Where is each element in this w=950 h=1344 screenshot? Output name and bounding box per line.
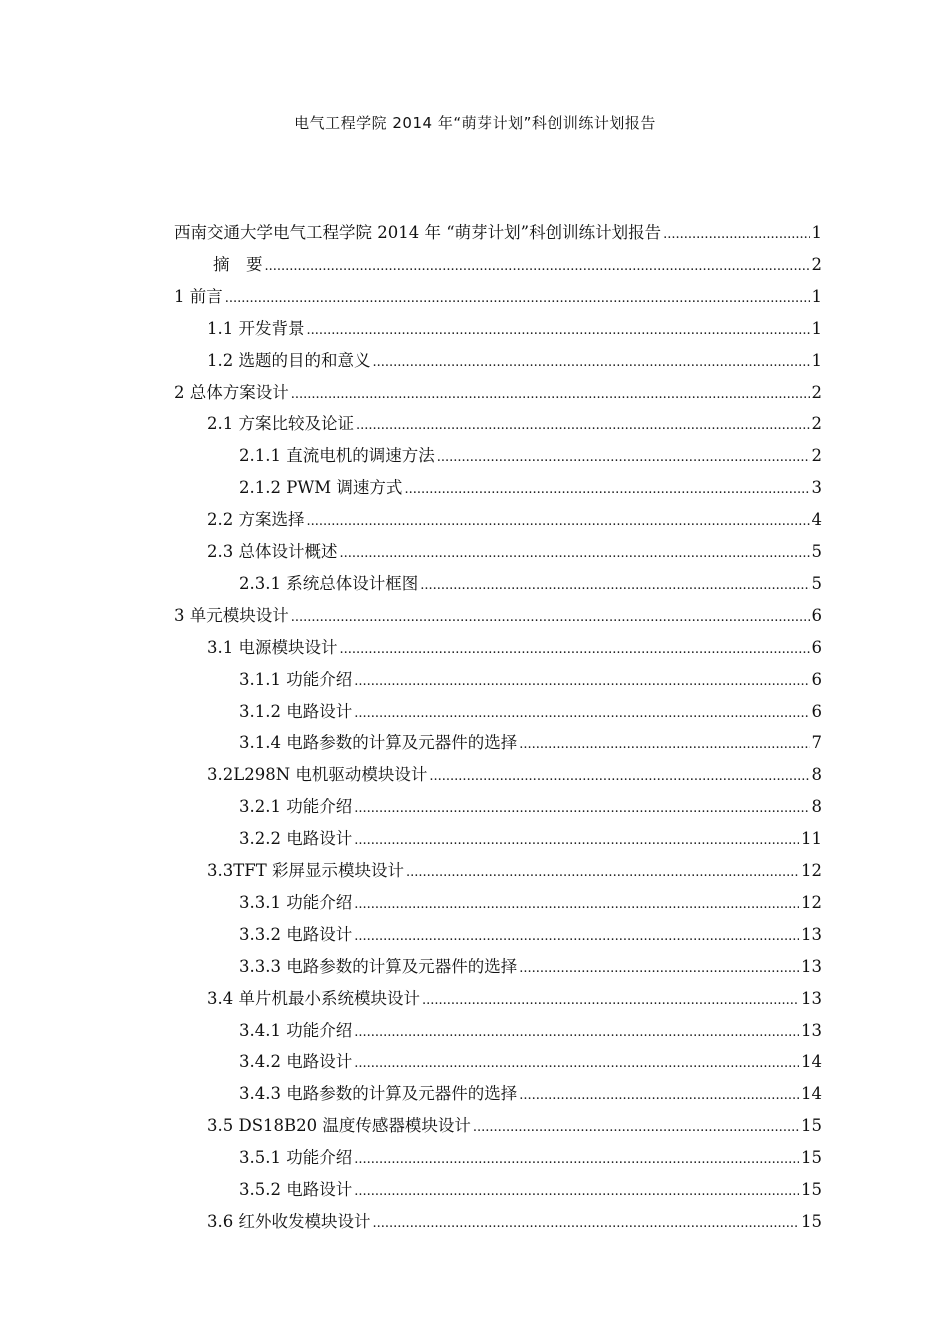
toc-leader-dots <box>420 571 809 601</box>
toc-entry-label: 3.5 DS18B20 温度传感器模块设计 <box>207 1116 471 1136</box>
toc-entry-label: 1.2 选题的目的和意义 <box>207 350 371 370</box>
toc-entry-label: 3.1.4 电路参数的计算及元器件的选择 <box>239 733 518 753</box>
toc-leader-dots <box>473 1113 799 1143</box>
toc-entry[interactable] <box>174 601 822 631</box>
toc-leader-dots <box>291 603 810 633</box>
toc-entry[interactable] <box>174 282 822 312</box>
toc-entry[interactable] <box>207 314 822 344</box>
toc-entry-page: 12 <box>801 892 822 912</box>
toc-entry-page: 8 <box>811 765 822 785</box>
toc-leader-dots <box>519 954 799 984</box>
toc-entry[interactable] <box>239 1079 822 1109</box>
toc-leader-dots <box>354 1145 799 1175</box>
toc-leader-dots <box>437 443 810 473</box>
toc-entry-page: 13 <box>801 1020 822 1040</box>
toc-entry-label: 西南交通大学电气工程学院 2014 年 “萌芽计划”科创训练计划报告 <box>174 223 662 242</box>
toc-entry[interactable] <box>239 441 822 471</box>
toc-leader-dots <box>307 507 810 537</box>
toc-entry-label: 3.5.1 功能介绍 <box>239 1148 353 1168</box>
toc-entry[interactable] <box>207 505 822 535</box>
toc-entry-label: 3.2.1 功能介绍 <box>239 797 353 817</box>
toc-entry-label: 3.1.2 电路设计 <box>239 701 353 721</box>
toc-entry-page: 13 <box>801 988 822 1008</box>
toc-entry-page: 15 <box>801 1180 822 1199</box>
toc-leader-dots <box>354 922 799 952</box>
toc-entry[interactable] <box>174 378 822 408</box>
toc-entry-page: 7 <box>811 733 822 753</box>
toc-entry-page: 1 <box>811 318 822 338</box>
toc-entry[interactable] <box>207 984 822 1014</box>
toc-entry[interactable] <box>239 665 822 695</box>
toc-leader-dots <box>354 794 809 824</box>
toc-entry-page: 11 <box>801 829 822 849</box>
toc-entry-page: 6 <box>811 637 822 657</box>
toc-entry-label: 摘 要 <box>213 254 263 274</box>
toc-entry-label: 2.3 总体设计概述 <box>207 542 338 561</box>
toc-entry-label: 3.1.1 功能介绍 <box>239 669 353 689</box>
toc-leader-dots <box>354 1049 799 1079</box>
toc-entry-page: 3 <box>811 478 822 498</box>
toc-entry-page: 2 <box>811 382 822 402</box>
toc-leader-dots <box>307 316 810 346</box>
toc-entry-label: 3.3.1 功能介绍 <box>239 892 353 912</box>
toc-entry[interactable] <box>207 760 822 790</box>
toc-entry[interactable] <box>207 409 822 439</box>
toc-entry-page: 2 <box>811 414 822 434</box>
toc-leader-dots <box>422 986 799 1016</box>
toc-entry[interactable] <box>213 250 822 280</box>
toc-entry-label: 3.1 电源模块设计 <box>207 637 338 657</box>
toc-entry-page: 1 <box>811 350 822 370</box>
toc-entry-page: 1 <box>811 223 822 242</box>
toc-leader-dots <box>663 220 809 250</box>
toc-entry-page: 6 <box>811 669 822 689</box>
toc-entry-label: 3.4 单片机最小系统模块设计 <box>207 988 420 1008</box>
toc-entry-page: 2 <box>811 446 822 466</box>
toc-entry-page: 15 <box>801 1211 822 1231</box>
toc-entry-label: 3.3.3 电路参数的计算及元器件的选择 <box>239 956 518 976</box>
toc-entry[interactable] <box>239 888 822 918</box>
toc-entry[interactable] <box>207 856 822 886</box>
toc-entry-page: 12 <box>801 861 822 880</box>
toc-entry-page: 4 <box>811 510 822 530</box>
toc-entry-label: 3.3.2 电路设计 <box>239 924 353 944</box>
toc-leader-dots <box>404 475 809 505</box>
toc-entry[interactable] <box>239 697 822 727</box>
toc-entry-page: 6 <box>811 701 822 721</box>
toc-leader-dots <box>354 699 809 729</box>
toc-entry[interactable] <box>239 1175 822 1205</box>
toc-leader-dots <box>340 635 810 665</box>
toc-leader-dots <box>354 890 799 920</box>
toc-leader-dots <box>373 1209 800 1239</box>
toc-leader-dots <box>356 411 810 441</box>
toc-entry-label: 2.3.1 系统总体设计框图 <box>239 573 419 593</box>
toc-entry-label: 3.2L298N 电机驱动模块设计 <box>207 765 428 785</box>
toc-entry-label: 2 总体方案设计 <box>174 382 289 402</box>
toc-leader-dots <box>519 730 809 760</box>
toc-entry[interactable] <box>239 728 822 758</box>
toc-entry-label: 3.5.2 电路设计 <box>239 1180 353 1199</box>
toc-entry-page: 2 <box>811 254 822 274</box>
toc-entry[interactable] <box>207 346 822 376</box>
toc-entry-label: 3.4.2 电路设计 <box>239 1052 353 1072</box>
toc-entry-label: 3.4.3 电路参数的计算及元器件的选择 <box>239 1084 518 1104</box>
toc-entry-page: 14 <box>801 1052 822 1072</box>
toc-leader-dots <box>225 284 810 314</box>
toc-entry[interactable] <box>239 569 822 599</box>
toc-leader-dots <box>291 380 810 410</box>
toc-leader-dots <box>519 1081 799 1111</box>
toc-leader-dots <box>354 1018 799 1048</box>
toc-entry-label: 3 单元模块设计 <box>174 605 289 625</box>
toc-leader-dots <box>340 539 810 569</box>
toc-entry-page: 6 <box>811 605 822 625</box>
page-header: 电气工程学院 2014 年“萌芽计划”科创训练计划报告 <box>294 114 656 132</box>
toc-entry[interactable] <box>239 920 822 950</box>
toc-entry-label: 3.3TFT 彩屏显示模块设计 <box>207 861 404 880</box>
toc-entry-page: 5 <box>811 542 822 561</box>
toc-entry-label: 3.4.1 功能介绍 <box>239 1020 353 1040</box>
toc-entry[interactable] <box>174 218 822 248</box>
toc-leader-dots <box>429 762 809 792</box>
toc-entry[interactable] <box>239 1016 822 1046</box>
toc-entry[interactable] <box>239 1143 822 1173</box>
toc-leader-dots <box>354 667 809 697</box>
toc-entry[interactable] <box>207 1207 822 1237</box>
toc-entry[interactable] <box>239 473 822 503</box>
toc-entry[interactable] <box>207 1111 822 1141</box>
toc-entry-label: 3.6 红外收发模块设计 <box>207 1211 371 1231</box>
toc-entry-page: 15 <box>801 1148 822 1168</box>
toc-entry-label: 2.2 方案选择 <box>207 510 305 530</box>
toc-entry[interactable] <box>207 537 822 567</box>
toc-entry-page: 13 <box>801 924 822 944</box>
toc-leader-dots <box>406 858 799 888</box>
toc-entry-page: 14 <box>801 1084 822 1104</box>
toc-entry-label: 2.1 方案比较及论证 <box>207 414 354 434</box>
toc-leader-dots <box>265 252 810 282</box>
toc-entry[interactable] <box>239 792 822 822</box>
toc-entry[interactable] <box>239 824 822 854</box>
toc-entry-page: 5 <box>811 573 822 593</box>
toc-entry[interactable] <box>207 633 822 663</box>
toc-entry-label: 2.1.1 直流电机的调速方法 <box>239 446 435 466</box>
toc-entry-page: 1 <box>811 286 822 306</box>
toc-entry-page: 15 <box>801 1116 822 1136</box>
toc-leader-dots <box>373 348 810 378</box>
toc-entry-label: 1 前言 <box>174 286 223 306</box>
toc-entry-label: 3.2.2 电路设计 <box>239 829 353 849</box>
toc-entry-label: 1.1 开发背景 <box>207 318 305 338</box>
toc-entry-page: 8 <box>811 797 822 817</box>
toc-leader-dots <box>354 826 799 856</box>
toc-entry-page: 13 <box>801 956 822 976</box>
toc-entry-label: 2.1.2 PWM 调速方式 <box>239 478 403 498</box>
toc-leader-dots <box>354 1177 799 1207</box>
toc-entry[interactable] <box>239 1047 822 1077</box>
toc-entry[interactable] <box>239 952 822 982</box>
